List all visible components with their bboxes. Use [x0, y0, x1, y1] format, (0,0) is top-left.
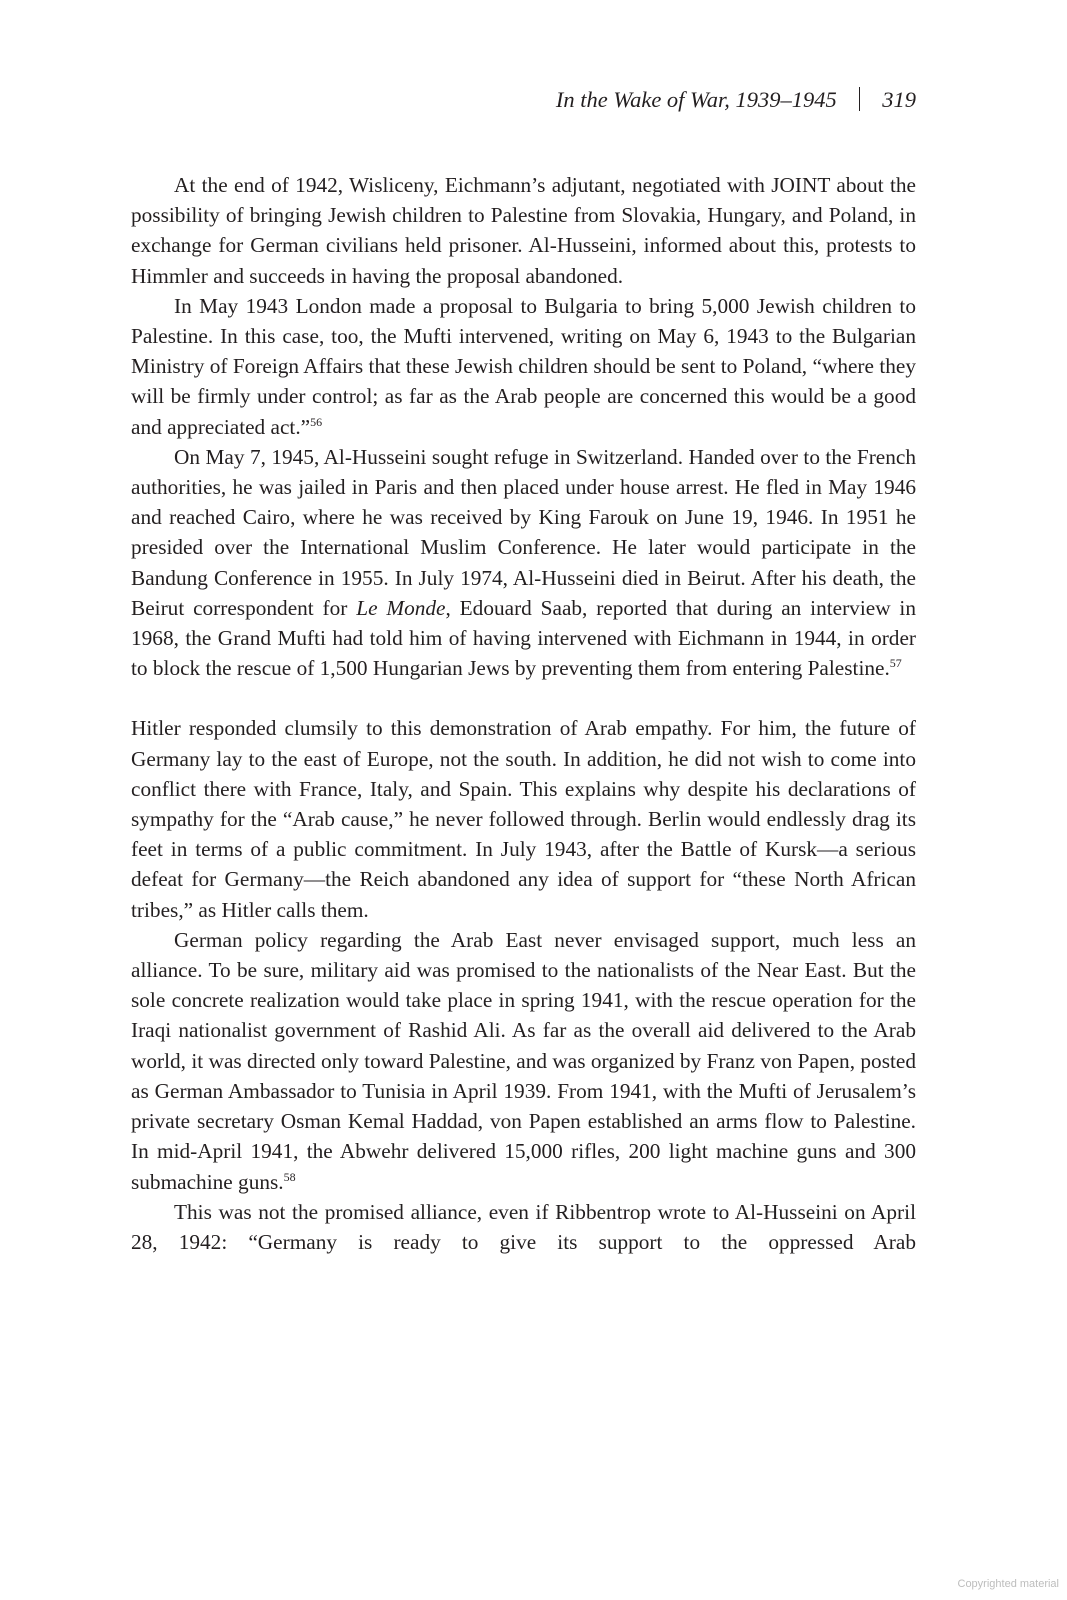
footnote-ref-56[interactable]: 56: [310, 414, 323, 429]
publication-title: Le Monde: [356, 595, 446, 620]
paragraph-text: This was not the promised alliance, even if Ribbentrop wrote to Al-Husseini on April 28, 1942: “Germany is ready to give its support to the oppressed Arab: [131, 1199, 916, 1254]
running-title: In the Wake of War, 1939–1945: [555, 87, 837, 112]
body-text: [131, 170, 916, 1257]
page-number: 319: [882, 87, 916, 112]
running-head: [131, 84, 916, 116]
paragraph-3: [131, 442, 916, 684]
header-separator: [859, 87, 861, 111]
paragraph-text: In May 1943 London made a proposal to Bulgaria to bring 5,000 Jewish children to Palestine. In this case, too, the Mufti intervened, writing on May 6, 1943 to the Bulgarian Ministry of Foreign Affairs that these Jewish children should be sent to Poland, “where they will be firmly under control; as far as the Arab people are concerned this would be a good and appreciated act.”: [131, 293, 916, 439]
paragraph-text: Hitler responded clumsily to this demonstration of Arab empathy. For him, the future of Germany lay to the east of Europe, not the south. In addition, he did not wish to come into conflict there with France, Italy, and Spain. This explains why despite his declarations of sympathy for the “Arab cause,” he never followed through. Berlin would endlessly drag its feet in terms of a public commitment. In July 1943, after the Battle of Kursk—a serious defeat for Germany—the Reich abandoned any idea of support for “these North African tribes,” as Hitler calls them.: [131, 716, 916, 922]
copyright-watermark: Copyrighted material: [957, 1578, 1059, 1590]
footnote-ref-58[interactable]: 58: [283, 1169, 296, 1184]
paragraph-6: [131, 1197, 916, 1257]
paragraph-text: On May 7, 1945, Al-Husseini sought refuge in Switzerland. Handed over to the French authorities, he was jailed in Paris and then placed under house arrest. He fled in May 1946 and reached Cairo, where he was received by King Farouk on June 19, 1946. In 1951 he presided over the International Muslim Conference. He later would participate in the Bandung Conference in 1955. In July 1974, Al-Husseini died in Beirut. After his death, the Beirut correspondent for: [131, 444, 916, 620]
paragraph-text: At the end of 1942, Wisliceny, Eichmann’s adjutant, negotiated with JOINT about the possibility of bringing Jewish children to Palestine from Slovakia, Hungary, and Poland, in exchange for German civilians held prisoner. Al-Husseini, informed about this, protests to Himmler and succeeds in having the proposal abandoned.: [131, 173, 916, 288]
paragraph-text: , Edouard Saab, reported that during an interview in 1968, the Grand Mufti had told him of having intervened with Eichmann in 1944, in order to block the rescue of 1,500 Hungarian Jews by preventing them from entering Palestine.: [131, 595, 916, 681]
footnote-ref-57[interactable]: 57: [889, 656, 902, 671]
paragraph-text: German policy regarding the Arab East never envisaged support, much less an alliance. To be sure, military aid was promised to the nationalists of the Near East. But the sole concrete realization would take place in spring 1941, with the rescue operation for the Iraqi nationalist government of Rashid Ali. As far as the overall aid delivered to the Arab world, it was directed only toward Palestine, and was organized by Franz von Papen, posted as German Ambassador to Tunisia in April 1939. From 1941, with the Mufti of Jerusalem’s private secretary Osman Kemal Haddad, von Papen established an arms flow to Palestine. In mid-April 1941, the Abwehr delivered 15,000 rifles, 200 light machine guns and 300 submachine guns.: [131, 927, 916, 1194]
paragraph-1: [131, 170, 916, 291]
paragraph-5: [131, 925, 916, 1197]
paragraph-4: [131, 713, 916, 924]
paragraph-2: [131, 291, 916, 442]
